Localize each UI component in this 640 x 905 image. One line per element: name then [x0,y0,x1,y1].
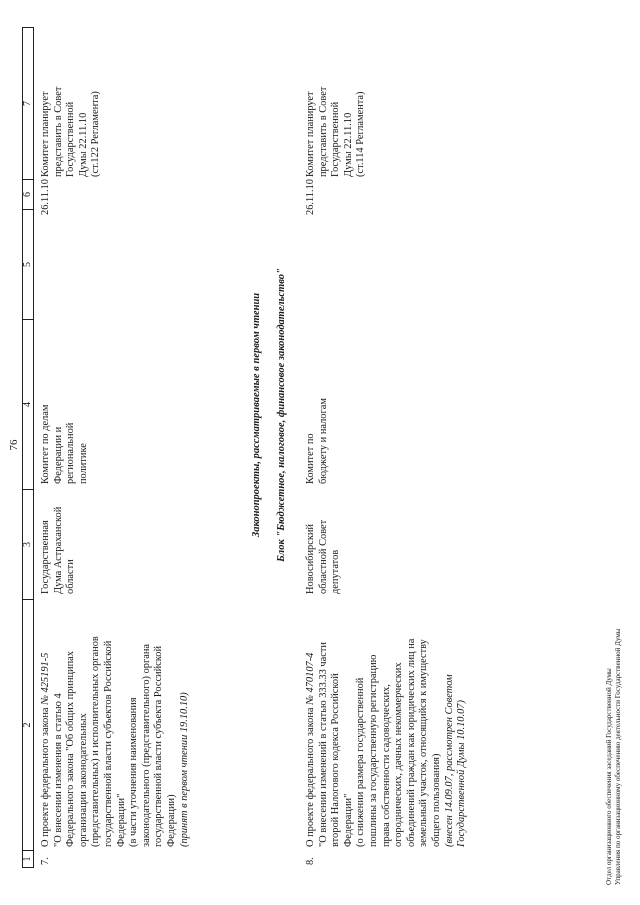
column-header: 2 [23,600,34,851]
footer-line: Отдел организационного обеспечения заседаний Государственной Думы [605,668,613,885]
column-header-row [22,27,34,868]
page-number: 76 [8,439,20,451]
section-heading: Законопроекты, рассматриваемые в первом чтении [251,292,262,538]
initiator: Государственная Дума Астраханской области [40,506,77,594]
bill-status-note: (принят в первом чтении 19.10.10) [178,692,190,847]
column-header: 7 [23,28,34,180]
bill-title-text: О проекте федерального закона [305,704,316,847]
column-header: 1 [23,851,34,868]
date: 26.11.10 [305,179,316,215]
bill-description: "О внесении изменений в статью 333.33 части второй Налогового кодекса Российской Федерации" (о снижении размера государственной пошлины за государственную регистрацию права собственности садоводческих, огороднических, дачных некоммерческих объединений граждан как юридических лиц на земельный участок, относящийся к имуществу общего пользования) [317,638,442,847]
row-number: 7. [40,857,51,865]
bill-number: № 425191-5 [40,652,51,705]
date: 26.11.10 [40,179,51,215]
responsible-committee: Комитет по бюджету и налогам [305,398,329,484]
bill-description: "О внесении изменения в статью 4 Федерального закона "Об общих принципах организации законодательных (представительных) и исполнительных органов государственной власти субъектов Российской Федерации" (в части уточнения наименования законодательного (представительного) органа государственной власти субъекта Российской Федерации) [52,636,177,847]
initiator: Новосибирский областной Совет депутатов [305,519,342,594]
footer-line: Управления по организационному обеспечению деятельности Государственной Думы [614,628,622,885]
bill-title [305,595,469,847]
block-heading: Блок "Бюджетное, налоговое, финансовое законодательство" [276,268,287,562]
row-number: 8. [305,857,316,865]
column-header: 5 [23,210,34,320]
bill-number: № 470107-4 [305,652,316,705]
responsible-committee: Комитет по делам Федерации и региональной политике [40,404,89,484]
bill-title-text: О проекте федерального закона [40,704,51,847]
bill-status-note: (внесен 14.09.07, рассмотрен Советом Государственной Думы 10.10.07) [443,674,468,847]
plan: Комитет планирует представить в Совет Государственной Думы 22.11.10 (ст.114 Регламента) [305,86,367,177]
plan: Комитет планирует представить в Совет Государственной Думы 22.11.10 (ст.122 Регламента) [40,86,102,177]
column-header: 3 [23,490,34,600]
column-header: 4 [23,320,34,490]
column-header: 6 [23,180,34,210]
bill-title [40,595,191,847]
